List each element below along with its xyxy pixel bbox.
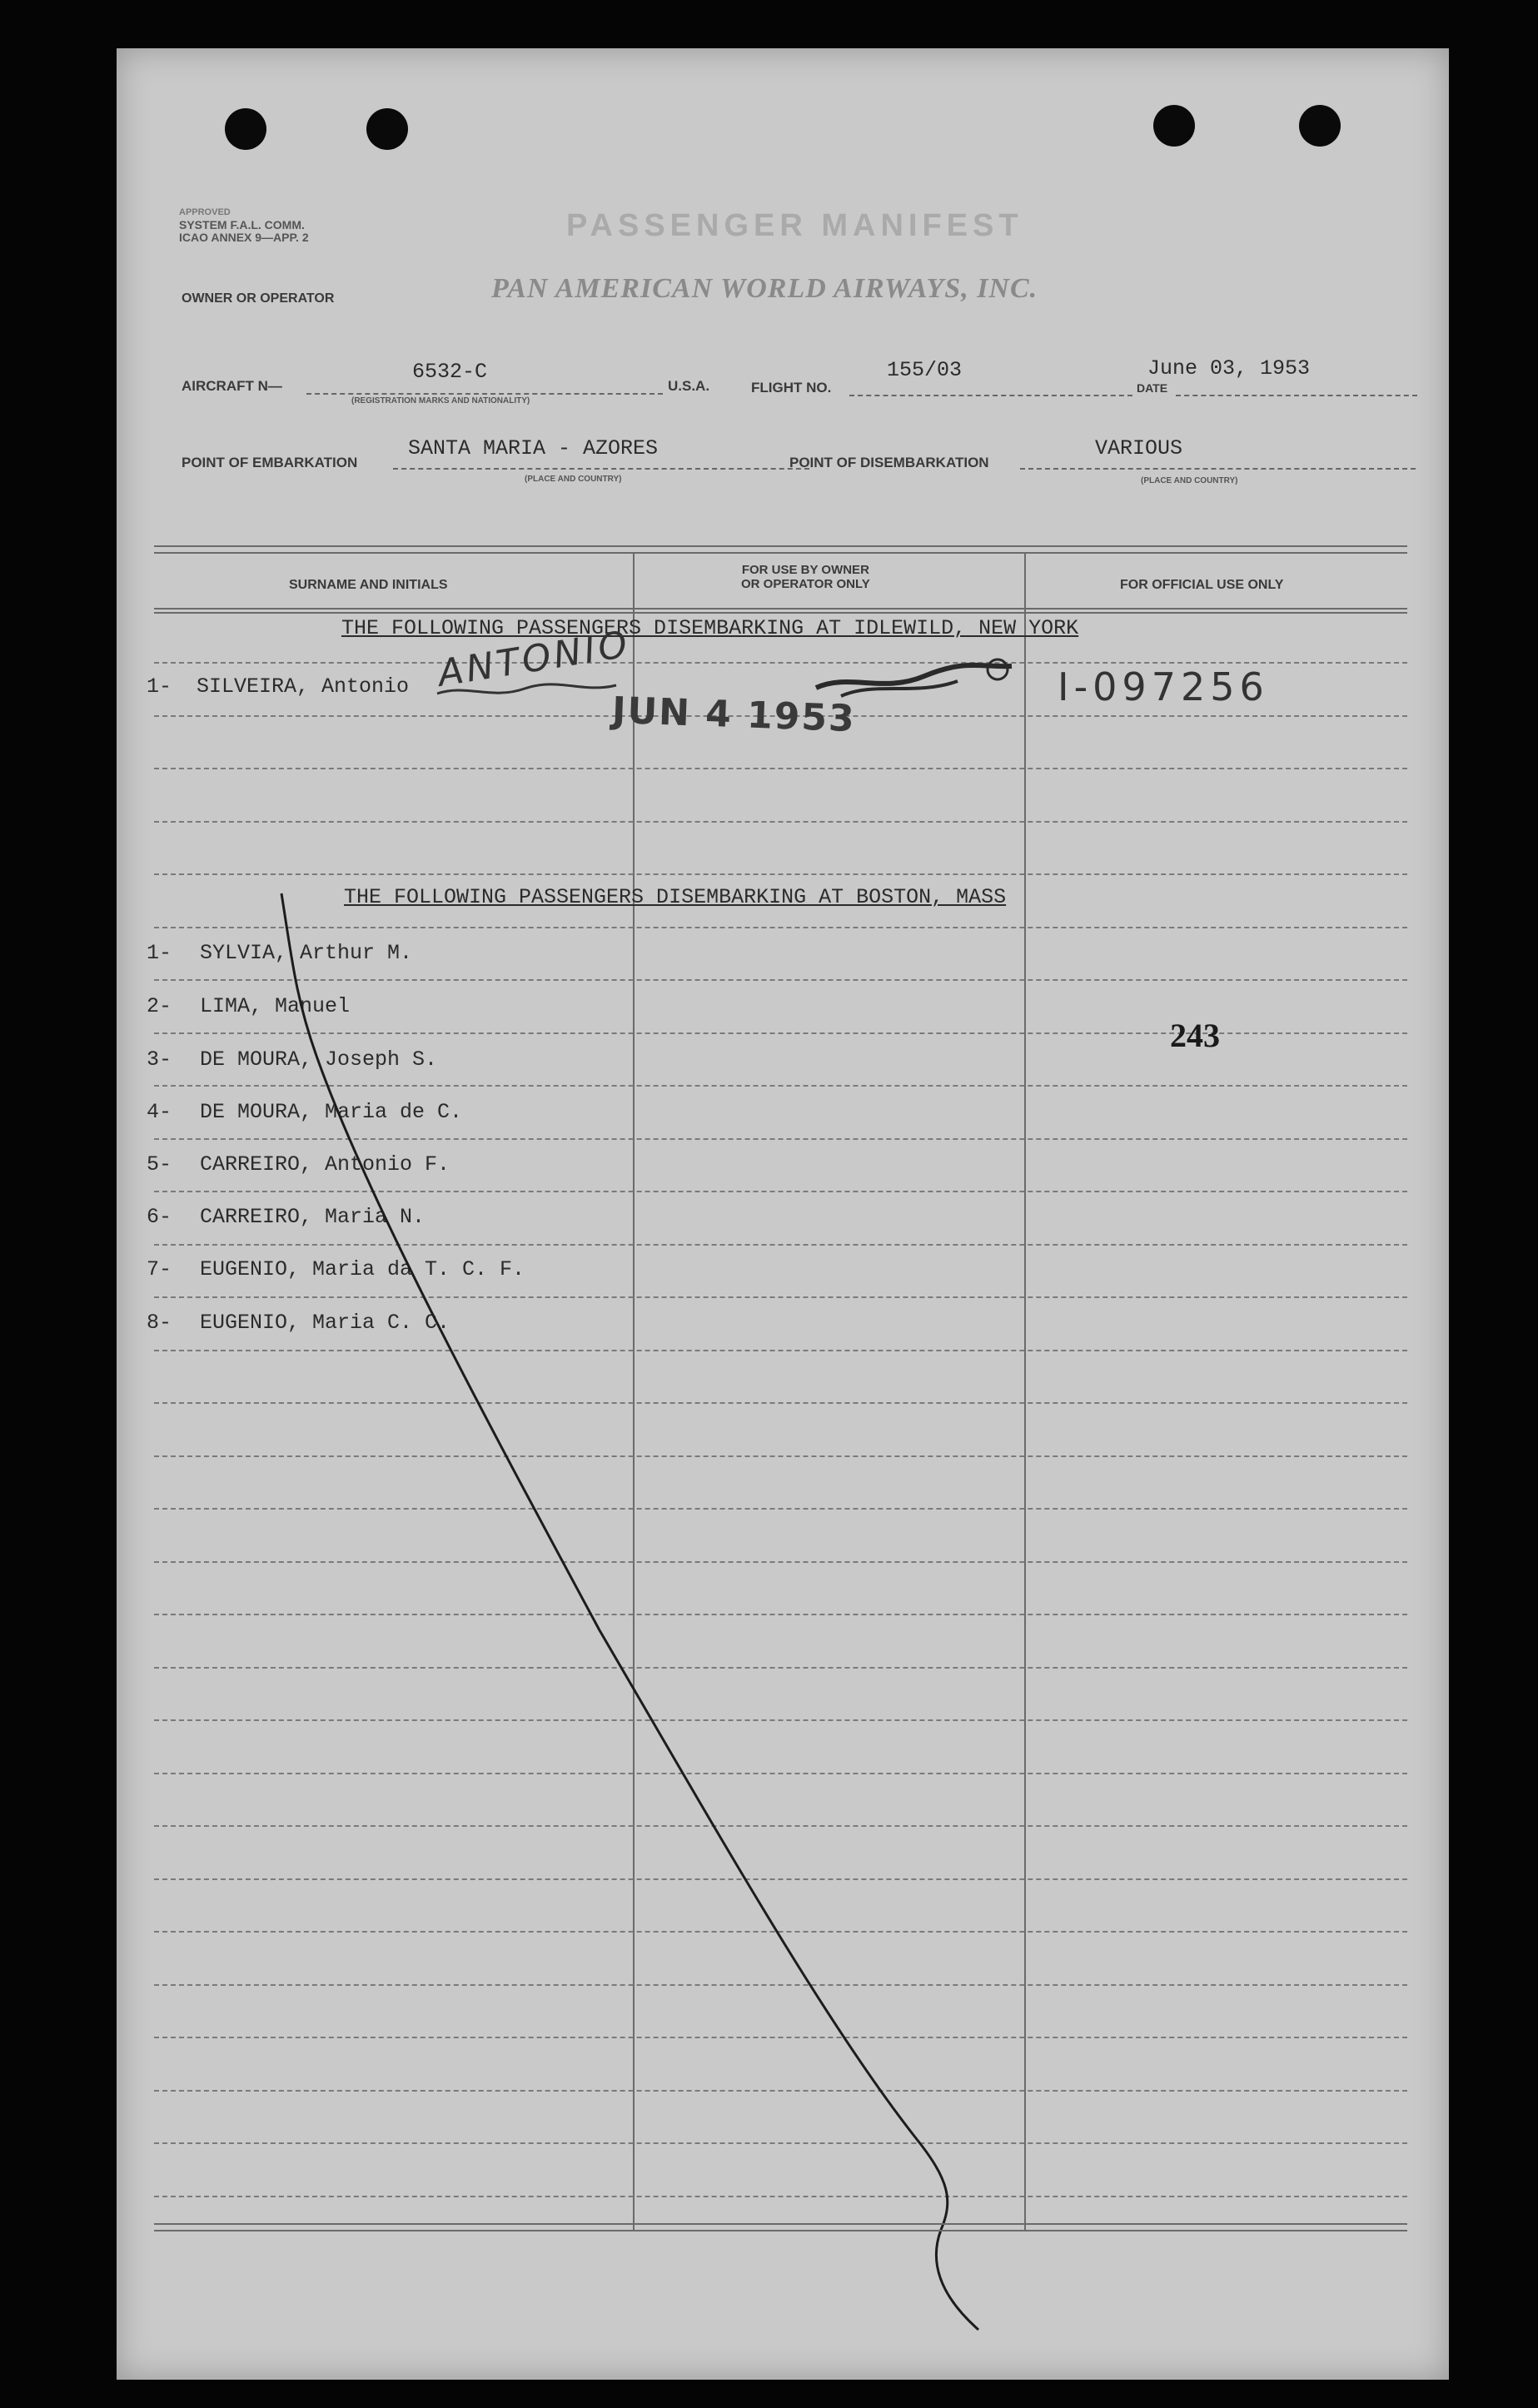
column-header-surname: SURNAME AND INITIALS	[289, 578, 448, 592]
disembark-label: POINT OF DISEMBARKATION	[789, 455, 989, 470]
passenger-name: SILVEIRA, Antonio	[197, 674, 410, 699]
authority-line: APPROVED	[179, 207, 231, 217]
column-header-owner-use-line: OR OPERATOR ONLY	[741, 577, 870, 591]
passenger-number: 8-	[147, 1311, 172, 1335]
pen-line	[117, 48, 1449, 2380]
embark-label: POINT OF EMBARKATION	[182, 455, 358, 470]
official-number: I-097256	[1058, 664, 1269, 709]
embark-value: SANTA MARIA - AZORES	[408, 436, 659, 460]
disembark-value: VARIOUS	[1095, 436, 1183, 460]
passenger-name: CARREIRO, Antonio F.	[200, 1152, 450, 1177]
usa-label: U.S.A.	[668, 378, 710, 394]
handwritten-name: ANTONIO	[435, 623, 634, 695]
passenger-name: DE MOURA, Joseph S.	[200, 1047, 438, 1072]
passenger-number: 1-	[147, 941, 172, 965]
passenger-number: 7-	[147, 1257, 172, 1281]
registration-caption: (REGISTRATION MARKS AND NATIONALITY)	[351, 396, 530, 405]
passenger-name: LIMA, Manuel	[200, 994, 351, 1018]
passenger-number: 2-	[147, 994, 172, 1018]
disembark-caption: (PLACE AND COUNTRY)	[1141, 476, 1238, 485]
passenger-number: 4-	[147, 1100, 172, 1124]
embark-caption: (PLACE AND COUNTRY)	[525, 475, 622, 484]
received-date-stamp: JUN 4 1953	[611, 689, 857, 741]
aircraft-label: AIRCRAFT N—	[182, 378, 282, 394]
passenger-name: DE MOURA, Maria de C.	[200, 1100, 463, 1124]
manifest-title: PASSENGER MANIFEST	[566, 208, 1023, 243]
flight-value: 155/03	[887, 358, 963, 382]
column-header-official-use: FOR OFFICIAL USE ONLY	[1120, 578, 1284, 592]
table-bottom-rule	[154, 2230, 1407, 2231]
authority-line: ICAO ANNEX 9—APP. 2	[179, 231, 309, 244]
owner-label: OWNER OR OPERATOR	[182, 291, 335, 306]
passenger-number: 6-	[147, 1205, 172, 1229]
passenger-number: 5-	[147, 1152, 172, 1177]
passenger-number: 1-	[147, 674, 172, 699]
passenger-number: 3-	[147, 1047, 172, 1072]
page-number: 243	[1170, 1017, 1220, 1054]
passenger-name: SYLVIA, Arthur M.	[200, 941, 413, 965]
manifest-page	[117, 48, 1449, 2380]
section-heading-idlewild: THE FOLLOWING PASSENGERS DISEMBARKING AT IDLEWILD, NEW YORK	[341, 616, 1079, 640]
authority-line: SYSTEM F.A.L. COMM.	[179, 218, 305, 231]
section-heading-boston: THE FOLLOWING PASSENGERS DISEMBARKING AT BOSTON, MASS	[344, 885, 1007, 909]
date-value: June 03, 1953	[1147, 356, 1311, 381]
passenger-name: CARREIRO, Maria N.	[200, 1205, 426, 1229]
passenger-name: EUGENIO, Maria C. C.	[200, 1311, 450, 1335]
aircraft-value: 6532-C	[412, 360, 488, 384]
flight-label: FLIGHT NO.	[751, 380, 832, 396]
carrier-name: PAN AMERICAN WORLD AIRWAYS, INC.	[491, 273, 1038, 304]
date-label: DATE	[1137, 381, 1168, 395]
passenger-name: EUGENIO, Maria da T. C. F.	[200, 1257, 525, 1281]
table-bottom-rule	[154, 2223, 1407, 2225]
column-header-owner-use-line: FOR USE BY OWNER	[741, 563, 869, 577]
